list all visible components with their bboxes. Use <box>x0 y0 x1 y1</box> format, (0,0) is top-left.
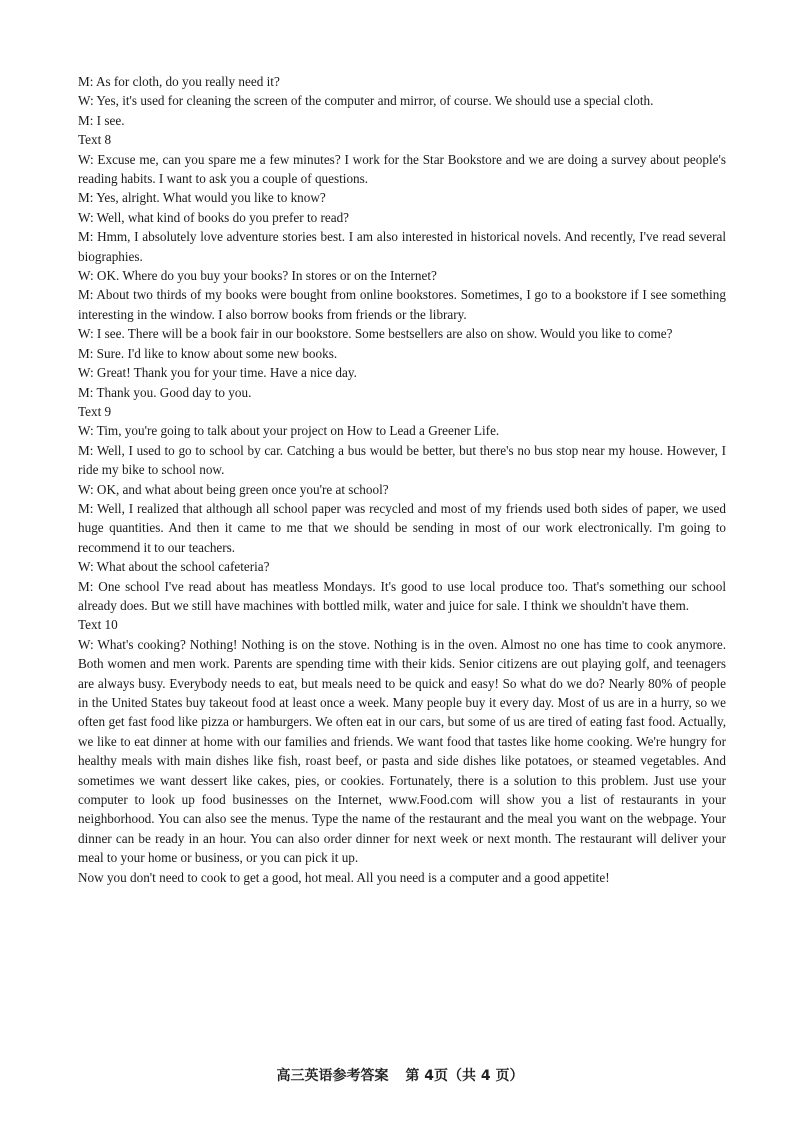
dialogue-line: W: OK, and what about being green once you're at school? <box>78 481 389 497</box>
dialogue-line: Now you don't need to cook to get a good, hot meal. All you need is a computer and a good appetite! <box>78 869 610 885</box>
dialogue-line: W: I see. There will be a book fair in our bookstore. Some bestsellers are also on show. Would you like to come? <box>78 326 673 342</box>
dialogue-line: M: Hmm, I absolutely love adventure stories best. I am also interested in historical novels. And recently, I've read several biographies. <box>78 229 726 264</box>
footer-title: 高三英语参考答案 <box>276 1068 389 1084</box>
document-body <box>78 72 726 887</box>
page-footer <box>0 1065 800 1085</box>
dialogue-line: W: OK. Where do you buy your books? In stores or on the Internet? <box>78 268 437 284</box>
dialogue-line: M: One school I've read about has meatless Mondays. It's good to use local produce too. That's something our school already does. But we still have machines with bottled milk, water and juice for sale. I think we shouldn't have them. <box>78 578 726 613</box>
section-heading: Text 9 <box>78 403 112 419</box>
dialogue-line: W: Excuse me, can you spare me a few minutes? I work for the Star Bookstore and we are doing a survey about people's reading habits. I want to ask you a couple of questions. <box>78 151 726 187</box>
section-heading: Text 10 <box>78 617 118 633</box>
dialogue-line: W: Well, what kind of books do you prefer to read? <box>78 209 350 225</box>
dialogue-line: W: What about the school cafeteria? <box>78 559 270 575</box>
dialogue-line: M: About two thirds of my books were bought from online bookstores. Sometimes, I go to a bookstore if I see something interesting in the window. I also borrow books from friends or the library. <box>78 287 726 322</box>
dialogue-line: W: What's cooking? Nothing! Nothing is on the stove. Nothing is in the oven. Almost no one has time to cook anymore. Both women and men work. Parents are spending time with their kids. Senior citizens are out playing golf, and teenagers are always busy. Everybody needs to eat, but meals need to be quick and easy! So what do we do? Nearly 80% of people in the United States buy takeout food at least once a week. Many people buy it every day. Most of us are in a hurry, so we often get fast food like pizza or hamburgers. We often eat in our cars, but some of us are tired of eating fast food. Actually, we like to eat dinner at home with our families and friends. We want food that tastes like home cooking. We're hungry for healthy meals with main dishes like fish, roast beef, or pasta and side dishes like potatoes, or steamed vegetables. And sometimes we want dessert like cakes, pies, or cookies. Fortunately, there is a solution to this problem. Just use your computer to look up food businesses on the Internet, www.Food.com will show you a list of restaurants in your neighborhood. You can also see the menus. Type the name of the restaurant and the meal you want on the webpage. Your dinner can be ready in an hour. You can also order dinner for next week or next month. The restaurant will deliver your meal to your home or business, or you can pick it up. <box>78 636 726 866</box>
dialogue-line: W: Tim, you're going to talk about your project on How to Lead a Greener Life. <box>78 423 500 439</box>
dialogue-line: M: As for cloth, do you really need it? <box>78 74 280 89</box>
dialogue-line: M: I see. <box>78 112 125 128</box>
dialogue-line: W: Great! Thank you for your time. Have a nice day. <box>78 365 357 381</box>
dialogue-line: M: Well, I used to go to school by car. Catching a bus would be better, but there's no bus stop near my house. However, I ride my bike to school now. <box>78 442 726 478</box>
dialogue-line: M: Yes, alright. What would you like to know? <box>78 190 326 206</box>
dialogue-line: M: Thank you. Good day to you. <box>78 384 252 400</box>
dialogue-line: M: Sure. I'd like to know about some new books. <box>78 345 338 361</box>
section-heading: Text 8 <box>78 132 112 148</box>
dialogue-line: M: Well, I realized that although all school paper was recycled and most of my friends used both sides of paper, we used huge quantities. And then it came to me that we should be sending in most of our work electronically. I'm going to recommend it to our teachers. <box>78 500 726 555</box>
footer-page-number: 第 4页（共 4 页） <box>405 1068 524 1084</box>
dialogue-line: W: Yes, it's used for cleaning the screen of the computer and mirror, of course. We should use a special cloth. <box>78 93 654 109</box>
